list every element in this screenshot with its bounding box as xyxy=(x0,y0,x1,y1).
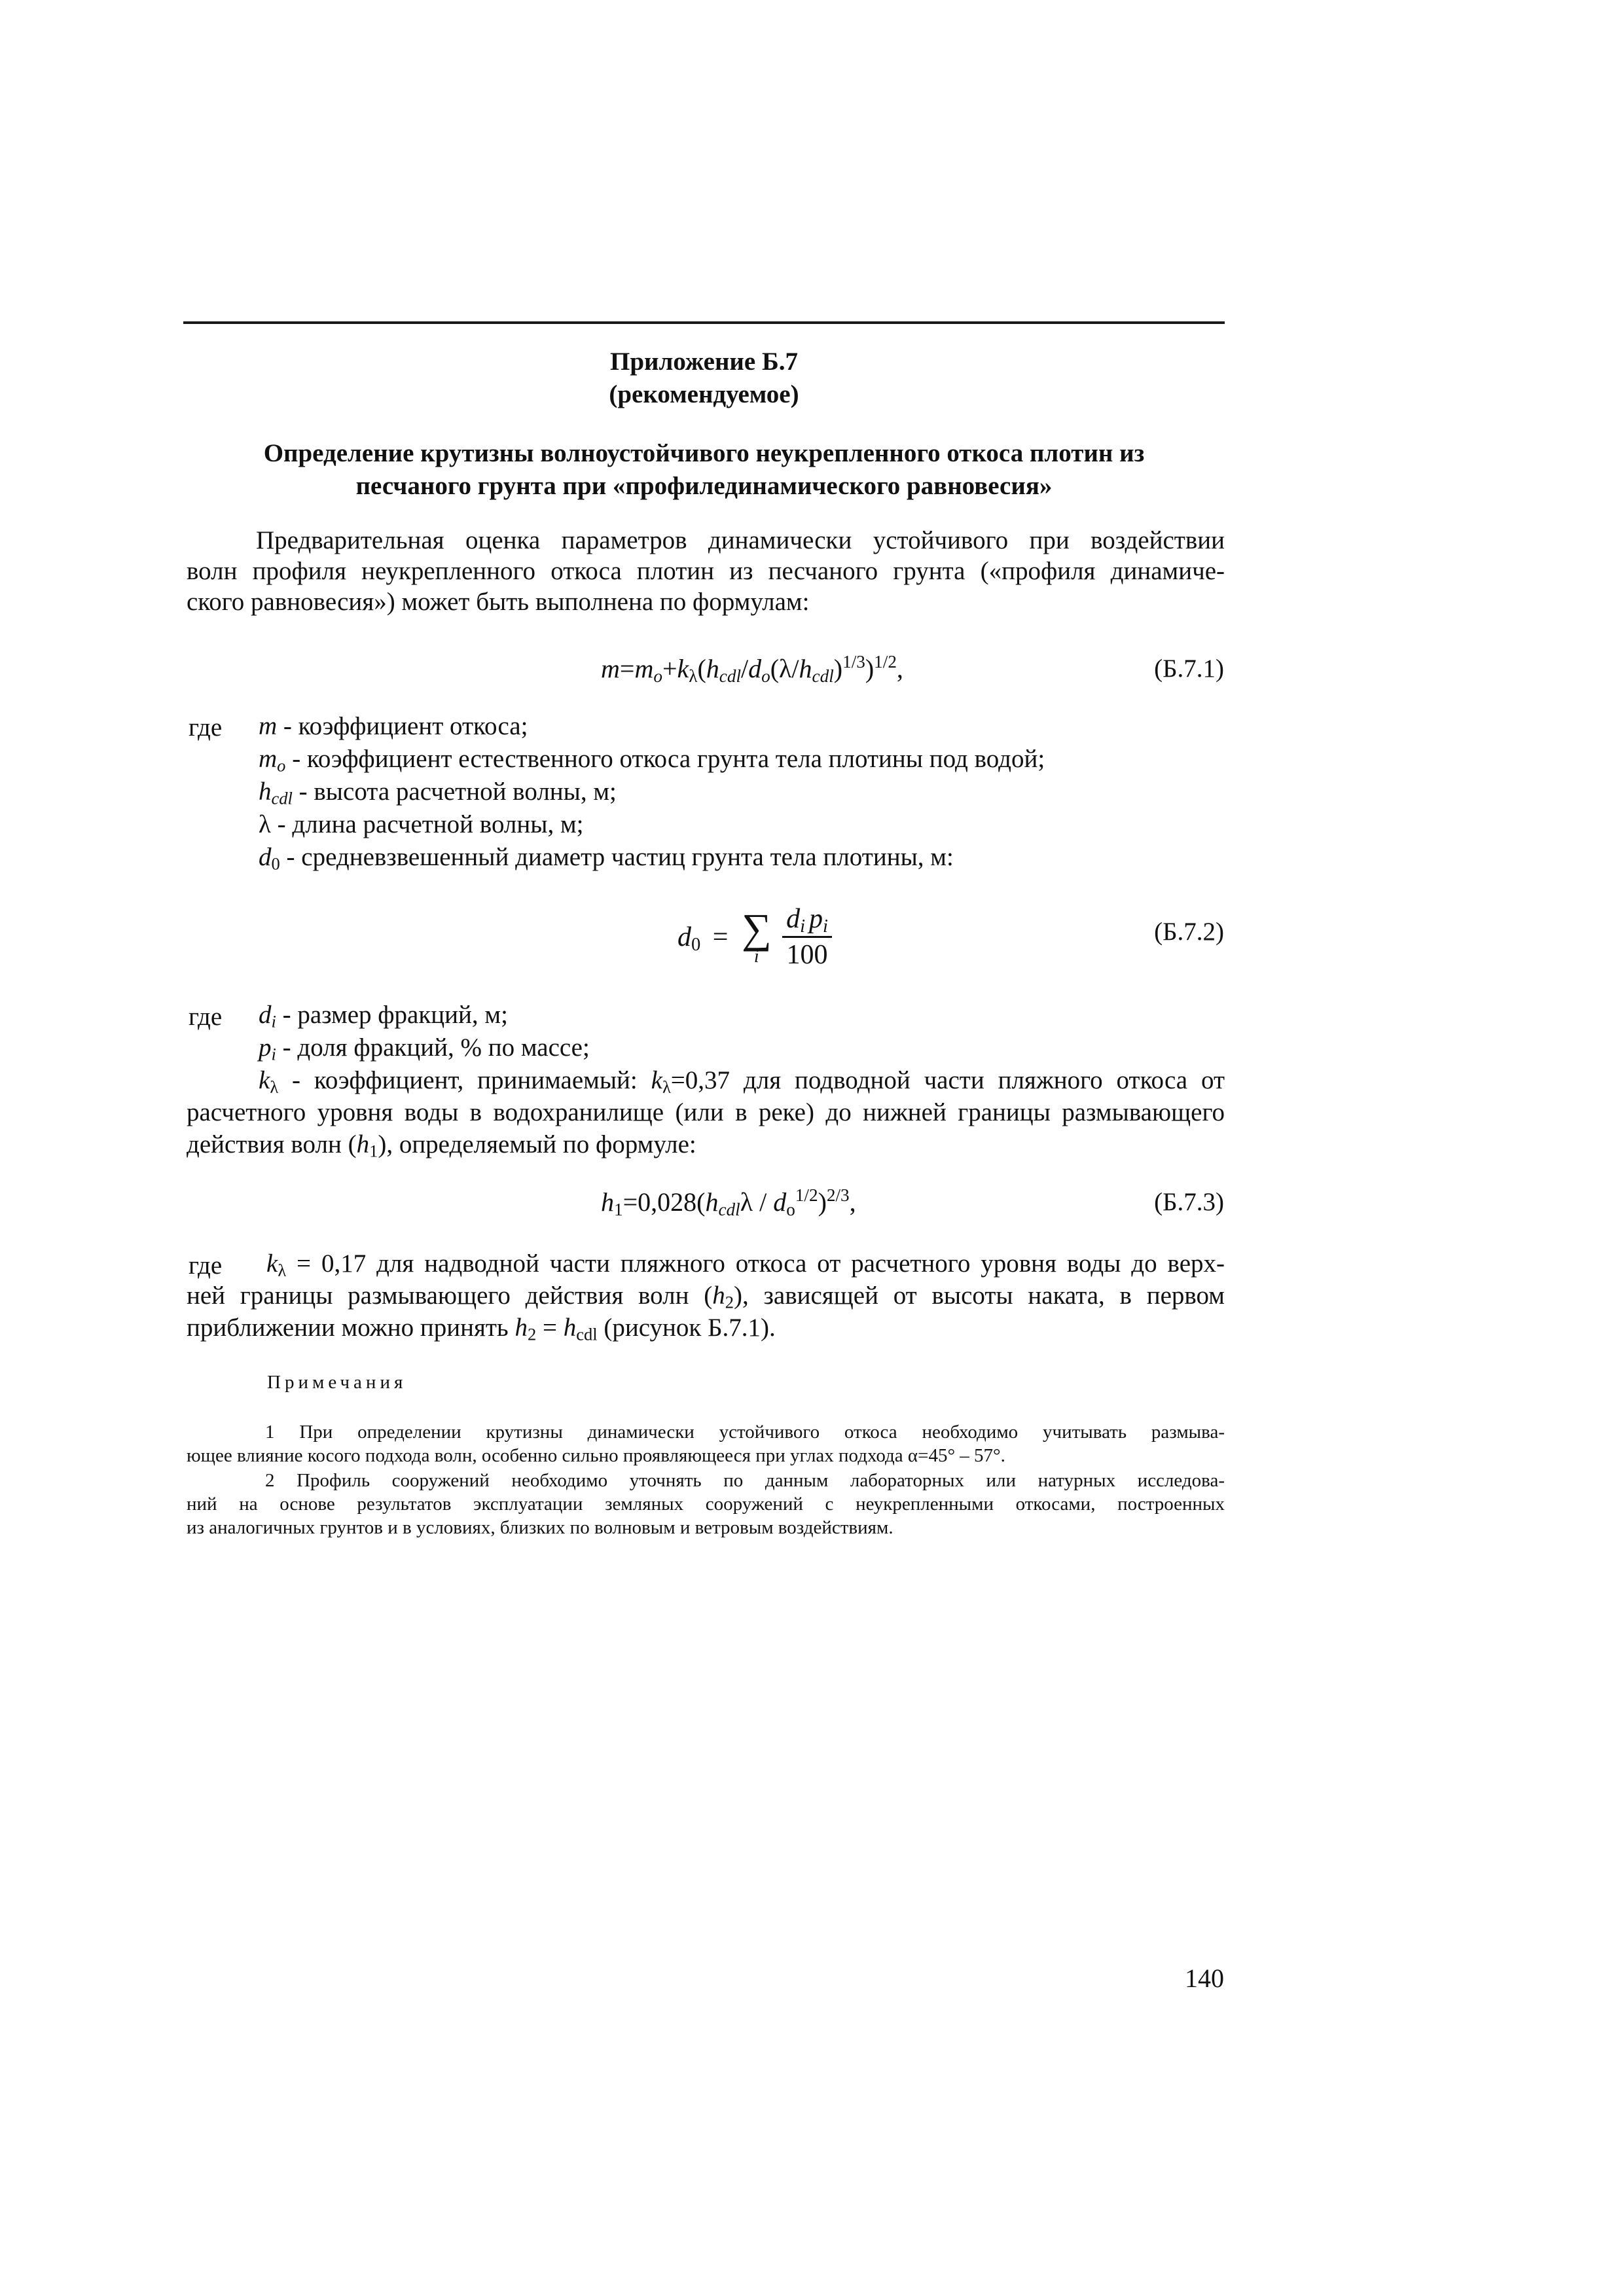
def-k2-line2: ней границы размывающего действия волн $(h_2)$, зависящей от высоты наката, в первом xyxy=(187,1282,1225,1312)
def-d0: $d_0$ - средневзвешенный диаметр частиц грунта тела плотины, м: xyxy=(259,843,954,874)
note1-line2: ющее влияние косого подхода волн, особенно сильно проявляющееся при углах подхода α=45° – 57°. xyxy=(187,1445,1005,1466)
where-label-3: где xyxy=(189,1251,223,1280)
def-hcdl: $h_{cdl}$ - высота расчетной волны, м; xyxy=(259,778,617,808)
intro-line3: ского равновесия») может быть выполнена по формулам: xyxy=(187,588,810,616)
note2-line3: из аналогичных грунтов и в условиях, близких по волновым и ветровым воздействиям. xyxy=(187,1517,893,1538)
def-k2-line3: приближении можно принять $h_2 = h_{cdl}$ (рисунок Б.7.1). xyxy=(187,1314,776,1344)
intro-line2: волн профиля неукрепленного откоса плотин из песчаного грунта («профиля динамиче- xyxy=(187,557,1225,585)
def-k-line3: действия волн $(h_1)$, определяемый по формуле: xyxy=(187,1130,696,1161)
def-lambda: λ - длина расчетной волны, м; xyxy=(259,810,584,838)
where-label-2: где xyxy=(189,1003,223,1031)
formula-number-b71: (Б.7.1) xyxy=(1154,655,1224,683)
sigma-symbol: ∑ i xyxy=(741,905,772,967)
formula-number-b72: (Б.7.2) xyxy=(1154,918,1224,946)
section-title-line2: песчаного грунта при «профилединамического равновесия» xyxy=(355,472,1053,500)
note2-line1: 2 Профиль сооружений необходимо уточнять по данным лабораторных или натурных исследова- xyxy=(265,1470,1225,1491)
def-mo: $m_o$ - коэффициент естественного откоса грунта тела плотины под водой; xyxy=(259,745,1045,776)
note1-line1: 1 При определении крутизны динамически устойчивого откоса необходимо учитывать размыва- xyxy=(265,1422,1225,1443)
notes-title: Примечания xyxy=(267,1372,407,1393)
def-di: $d_i$ - размер фракций, м; xyxy=(259,1001,508,1031)
where-label-1: где xyxy=(189,713,223,742)
intro-paragraph xyxy=(187,525,1225,617)
formula-b73: $h_1=0,028(h_{cdl}\lambda / d_o^{1/2})^{2/3}$, xyxy=(601,1185,856,1219)
page-number: 140 xyxy=(1185,1964,1224,1993)
note2-line2: ний на основе результатов эксплуатации земляных сооружений с неукрепленными откосами, построенных xyxy=(187,1494,1225,1515)
formula-b72: $d_0$ = ∑ i $\frac{d_i p_i}{100}$ xyxy=(677,902,832,972)
def-k-paragraph xyxy=(187,1064,1225,1160)
def-k2-paragraph xyxy=(187,1247,1225,1344)
def-k2-line1: $k_\lambda = 0,17$ для надводной части пляжного откоса от расчетного уровня воды до верх- xyxy=(266,1249,1225,1280)
def-k-line2: расчетного уровня воды в водохранилище (или в реке) до нижней границы размывающего xyxy=(187,1098,1225,1126)
note-2 xyxy=(187,1469,1225,1539)
def-m: m - коэффициент откоса; xyxy=(259,712,528,740)
fraction: $\frac{d_i p_i}{100}$ xyxy=(782,902,832,972)
formula-b71: $m=m_o+k_\lambda(h_{cdl}/d_o(\lambda/h_{cdl})^{1/3})^{1/2}$, xyxy=(601,652,903,686)
appendix-title: Приложение Б.7 xyxy=(609,348,798,376)
top-rule xyxy=(183,321,1225,324)
formula-number-b73: (Б.7.3) xyxy=(1154,1188,1224,1216)
section-title-line1: Определение крутизны волноустойчивого неукрепленного откоса плотин из xyxy=(263,439,1145,467)
note-1 xyxy=(187,1420,1225,1467)
def-pi: $p_i$ - доля фракций, % по массе; xyxy=(259,1033,590,1064)
appendix-status: (рекомендуемое) xyxy=(609,380,799,408)
def-k-line1: $k_\lambda$ - коэффициент, принимаемый: $k_\lambda=0,37$ для подводной части пляжного откоса от xyxy=(259,1066,1225,1097)
intro-line1: Предварительная оценка параметров динамически устойчивого при воздействии xyxy=(256,526,1225,554)
